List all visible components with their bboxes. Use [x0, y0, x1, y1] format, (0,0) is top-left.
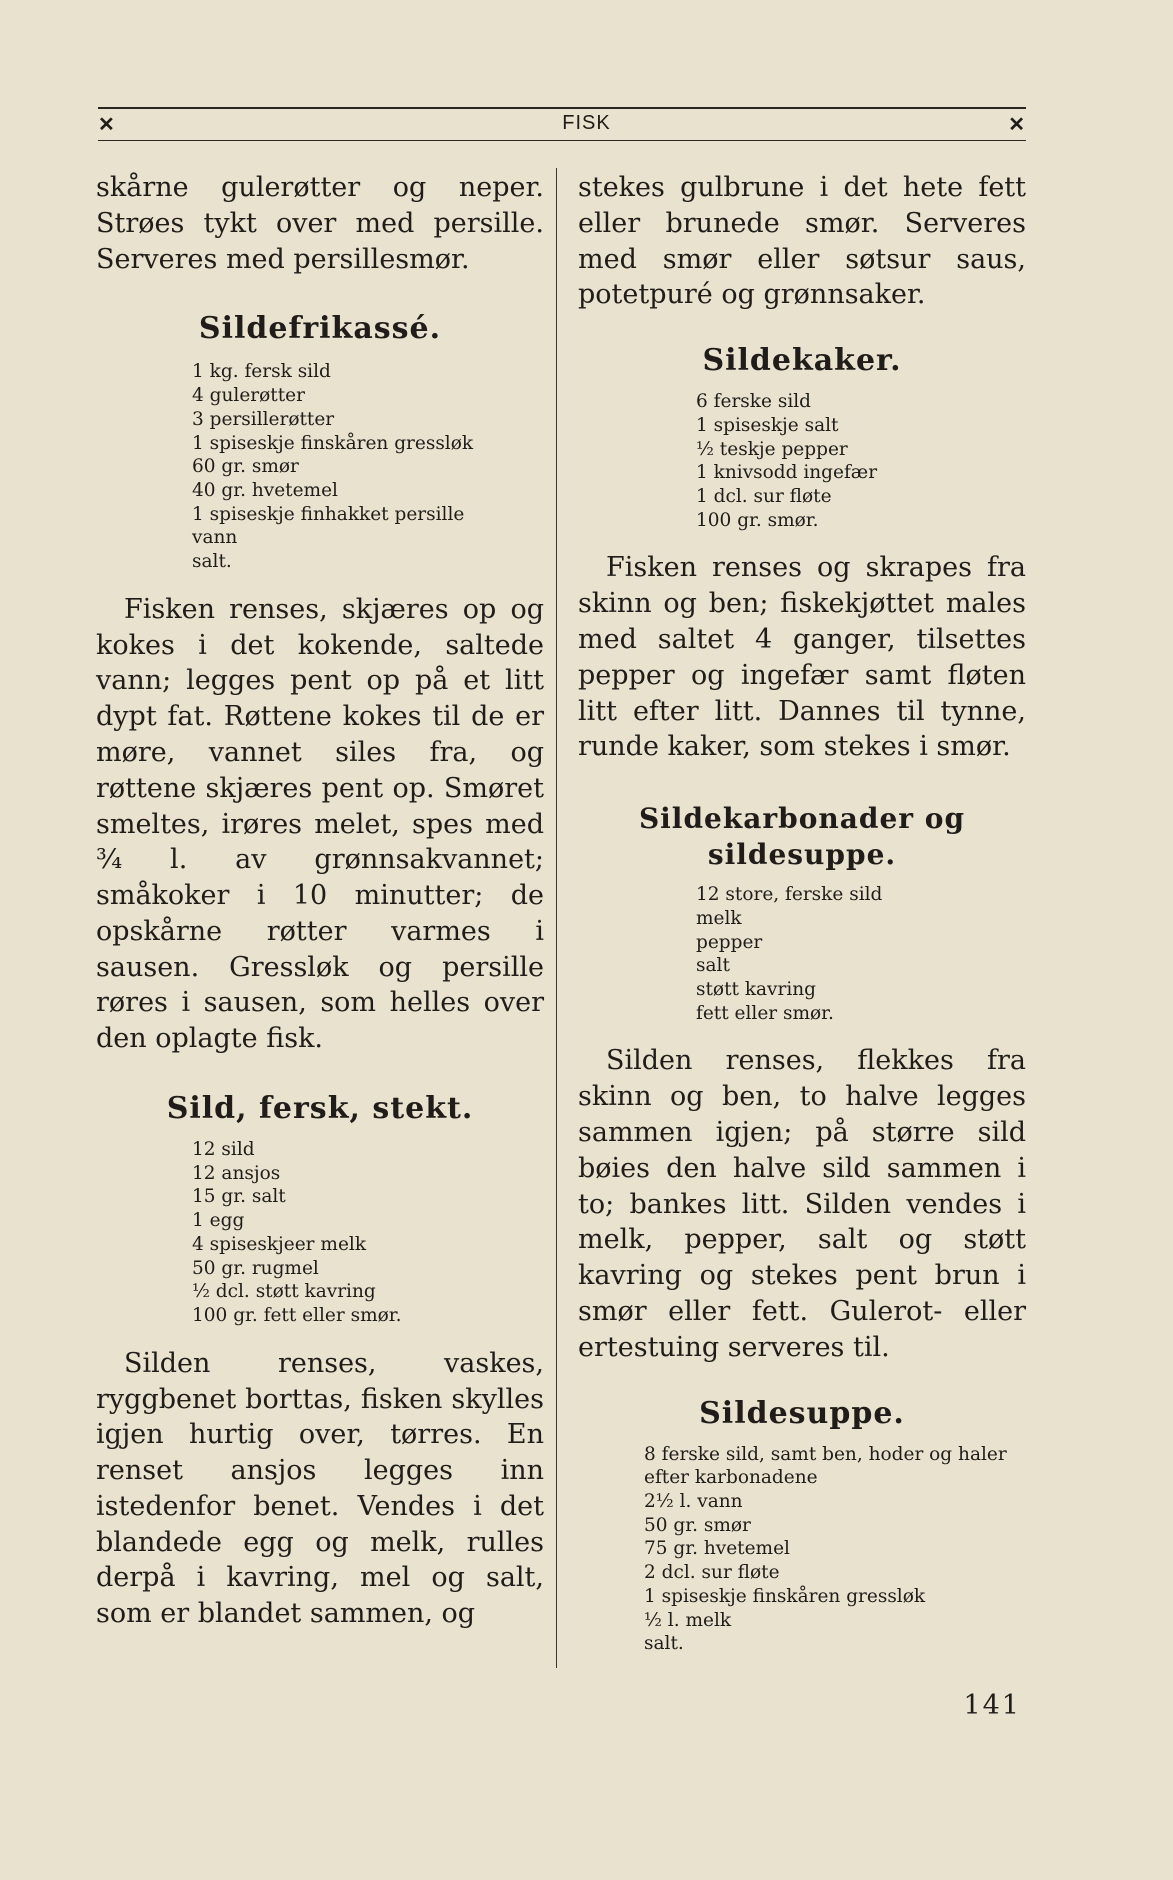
- ingredient: 4 spiseskjeer melk: [192, 1233, 367, 1255]
- recipe-title-sildekarbonader: Sildekarbonader og sildesuppe.: [638, 802, 966, 872]
- ingredient: støtt kavring: [696, 979, 817, 1000]
- page-number: 141: [963, 1690, 1021, 1721]
- ingredient: 4 gulerøtter: [192, 385, 305, 407]
- ingredient: 6 ferske sild: [696, 391, 811, 413]
- ingredient: salt.: [644, 1633, 684, 1655]
- ingredient: salt.: [192, 551, 232, 573]
- header-right-ornament: ✕: [1008, 114, 1026, 136]
- recipe-text-sildefrikasse: Fisken renses, skjæres op og kokes i det kokende, saltede vann; legges pent op på et litt dypt fat. Røttene kokes til de er møre, vannet siles fra, og røttene skjæres pent op. Smøret smeltes, irøres melet, spes med ¾ l. av grønnsakvannet; småkoker i 10 minutter; de opskårne røtter varmes i sausen. Gressløk og persille røres i sausen, som helles over den oplagte fisk.: [96, 593, 544, 1055]
- continued-text: skårne gulerøtter og neper. Strøes tykt over med persille. Serveres med persillesmør.: [96, 172, 544, 275]
- continued-text-right: stekes gulbrune i det hete fett eller brunede smør. Serveres med smør eller søtsur saus, potetpuré og grønnsaker.: [578, 172, 1026, 311]
- ingredient: 12 ansjos: [192, 1162, 281, 1184]
- ingredient: 100 gr. smør.: [696, 509, 819, 531]
- right-column: [578, 170, 1026, 1656]
- header-top-rule: [98, 107, 1026, 109]
- ingredient: ½ l. melk: [644, 1609, 732, 1631]
- ingredient: 50 gr. smør: [644, 1514, 751, 1536]
- recipe-title-sildesuppe: Sildesuppe.: [699, 1395, 905, 1431]
- ingredient: 3 persillerøtter: [192, 408, 335, 430]
- ingredient: 1 kg. fersk sild: [192, 361, 331, 383]
- recipe-title-sildefrikasse: Sildefrikassé.: [198, 311, 442, 347]
- ingredient: vann: [192, 527, 238, 549]
- recipe-title-sildekaker: Sildekaker.: [702, 343, 902, 379]
- ingredient: 75 gr. hvetemel: [644, 1538, 790, 1560]
- ingredient-list-sild-fersk-stekt: [96, 1138, 544, 1328]
- column-divider: [556, 168, 557, 1668]
- ingredient: 2½ l. vann: [644, 1490, 743, 1512]
- ingredient: 1 spiseskje finskåren gressløk: [644, 1585, 926, 1607]
- ingredient-list-sildekaker: [578, 390, 1026, 532]
- ingredient: 40 gr. hvetemel: [192, 479, 338, 501]
- recipe-text-sildekaker: Fisken renses og skrapes fra skinn og ben; fiskekjøttet males med saltet 4 ganger, tilsettes pepper og ingefær samt fløten litt efter litt. Dannes til tynne, runde kaker, som stekes i smør.: [578, 552, 1026, 763]
- ingredient: 1 spiseskje finskåren gressløk: [192, 432, 474, 454]
- ingredient: fett eller smør.: [696, 1002, 834, 1024]
- ingredient: 1 spiseskje salt: [696, 414, 839, 436]
- ingredient: salt: [696, 955, 730, 977]
- left-column: [96, 170, 544, 1632]
- ingredient-list-sildekarbonader: [578, 883, 1026, 1025]
- ingredient: 8 ferske sild, samt ben, hoder og haler efter karbonadene: [644, 1443, 1007, 1489]
- ingredient: ½ teskje pepper: [696, 438, 848, 460]
- recipe-text-sildekarbonader: Silden renses, flekkes fra skinn og ben, to halve legges sammen igjen; på større sild bøies den halve sild sammen i to; bankes litt. Silden vendes i melk, pepper, salt og støtt kavring og stekes pent brun i smør eller fett. Gulerot- eller ertestuing serveres til.: [578, 1045, 1026, 1363]
- ingredient: melk: [696, 907, 742, 929]
- ingredient: 50 gr. rugmel: [192, 1257, 319, 1279]
- ingredient: 2 dcl. sur fløte: [644, 1562, 780, 1584]
- ingredient: 12 sild: [192, 1139, 255, 1161]
- ingredient: 1 dcl. sur fløte: [696, 486, 832, 507]
- ingredient-list-sildefrikasse: [96, 360, 544, 573]
- ingredient: 15 gr. salt: [192, 1186, 286, 1208]
- ingredient: 1 egg: [192, 1210, 245, 1232]
- ingredient-list-sildesuppe: [578, 1443, 1026, 1656]
- ingredient: 12 store, ferske sild: [696, 884, 883, 906]
- running-header: FISK: [562, 112, 611, 134]
- ingredient: pepper: [696, 931, 763, 953]
- header-bottom-rule: [98, 140, 1026, 141]
- ingredient: 1 knivsodd ingefær: [696, 462, 878, 484]
- header-left-ornament: ✕: [98, 114, 116, 136]
- ingredient: 1 spiseskje finhakket persille: [192, 503, 465, 525]
- ingredient: ½ dcl. støtt kavring: [192, 1281, 376, 1303]
- recipe-title-sild-fersk-stekt: Sild, fersk, stekt.: [166, 1091, 474, 1127]
- ingredient: 100 gr. fett eller smør.: [192, 1305, 402, 1326]
- recipe-text-sild-fersk-stekt: Silden renses, vaskes, ryggbenet borttas, fisken skylles igjen hurtig over, tørres. En renset ansjos legges inn istedenfor benet. Vendes i det blandede egg og melk, rulles derpå i kavring, mel og salt, som er blandet sammen, og: [96, 1347, 544, 1630]
- ingredient: 60 gr. smør: [192, 456, 299, 478]
